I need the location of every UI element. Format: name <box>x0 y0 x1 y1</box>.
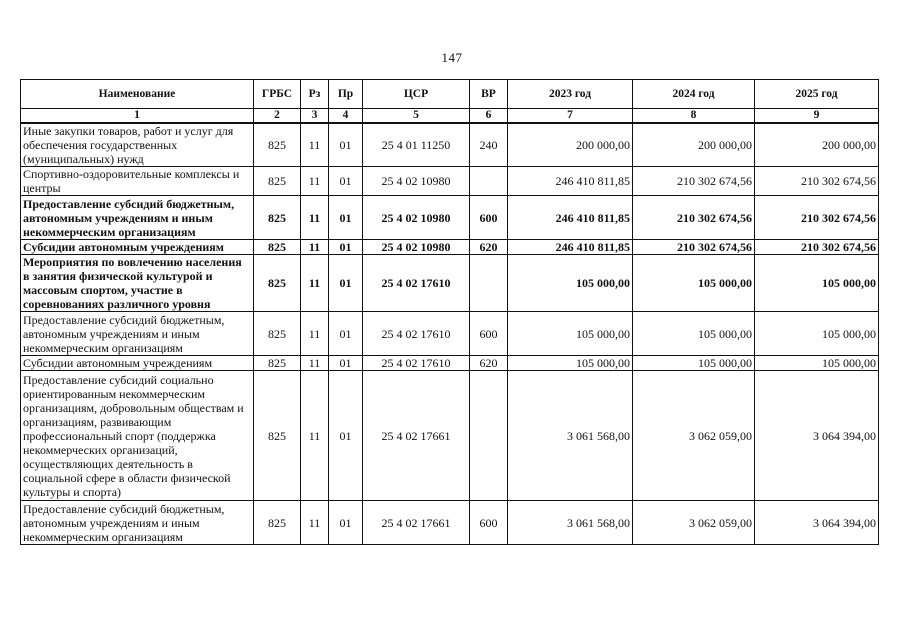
row-vr <box>470 167 508 196</box>
row-grbs: 825 <box>254 240 301 255</box>
row-pr: 01 <box>329 356 363 371</box>
column-number: 2 <box>254 109 301 124</box>
row-pr: 01 <box>329 371 363 501</box>
row-rz: 11 <box>301 167 329 196</box>
column-number: 3 <box>301 109 329 124</box>
row-rz: 11 <box>301 371 329 501</box>
header-2025: 2025 год <box>755 80 879 109</box>
row-amount-2024: 3 062 059,00 <box>633 501 755 545</box>
header-2024: 2024 год <box>633 80 755 109</box>
row-amount-2023: 200 000,00 <box>508 123 633 167</box>
table-row <box>21 501 879 545</box>
header-vr: ВР <box>470 80 508 109</box>
row-rz: 11 <box>301 240 329 255</box>
row-amount-2025: 105 000,00 <box>755 356 879 371</box>
column-number: 7 <box>508 109 633 124</box>
header-pr: Пр <box>329 80 363 109</box>
row-vr: 600 <box>470 196 508 240</box>
row-vr: 620 <box>470 240 508 255</box>
row-amount-2025: 3 064 394,00 <box>755 371 879 501</box>
row-amount-2023: 105 000,00 <box>508 255 633 312</box>
row-grbs: 825 <box>254 167 301 196</box>
row-name: Предоставление субсидий бюджетным, автономным учреждениям и иным некоммерческим организациям <box>21 312 254 356</box>
column-number: 9 <box>755 109 879 124</box>
row-name: Субсидии автономным учреждениям <box>21 240 254 255</box>
row-amount-2023: 3 061 568,00 <box>508 501 633 545</box>
header-name: Наименование <box>21 80 254 109</box>
row-pr: 01 <box>329 312 363 356</box>
row-amount-2024: 210 302 674,56 <box>633 240 755 255</box>
row-amount-2024: 105 000,00 <box>633 356 755 371</box>
table-row <box>21 312 879 356</box>
row-amount-2025: 210 302 674,56 <box>755 167 879 196</box>
row-grbs: 825 <box>254 196 301 240</box>
row-amount-2023: 105 000,00 <box>508 356 633 371</box>
row-grbs: 825 <box>254 501 301 545</box>
row-vr <box>470 255 508 312</box>
row-pr: 01 <box>329 240 363 255</box>
row-vr: 600 <box>470 312 508 356</box>
row-pr: 01 <box>329 196 363 240</box>
table-row <box>21 371 879 501</box>
row-csr: 25 4 02 17610 <box>363 312 470 356</box>
row-rz: 11 <box>301 356 329 371</box>
row-amount-2023: 246 410 811,85 <box>508 240 633 255</box>
row-rz: 11 <box>301 312 329 356</box>
row-csr: 25 4 02 17661 <box>363 501 470 545</box>
row-amount-2025: 3 064 394,00 <box>755 501 879 545</box>
column-number: 6 <box>470 109 508 124</box>
row-amount-2025: 210 302 674,56 <box>755 240 879 255</box>
row-amount-2023: 246 410 811,85 <box>508 167 633 196</box>
row-amount-2023: 246 410 811,85 <box>508 196 633 240</box>
row-pr: 01 <box>329 123 363 167</box>
row-pr: 01 <box>329 167 363 196</box>
header-grbs: ГРБС <box>254 80 301 109</box>
row-name: Субсидии автономным учреждениям <box>21 356 254 371</box>
row-csr: 25 4 02 17661 <box>363 371 470 501</box>
column-number-row <box>21 109 879 124</box>
row-csr: 25 4 02 10980 <box>363 167 470 196</box>
row-grbs: 825 <box>254 312 301 356</box>
page-number: 147 <box>441 50 463 65</box>
column-number: 8 <box>633 109 755 124</box>
row-csr: 25 4 02 17610 <box>363 356 470 371</box>
table-row <box>21 356 879 371</box>
row-grbs: 825 <box>254 255 301 312</box>
row-amount-2024: 3 062 059,00 <box>633 371 755 501</box>
table-row <box>21 240 879 255</box>
row-grbs: 825 <box>254 123 301 167</box>
row-vr: 600 <box>470 501 508 545</box>
row-amount-2024: 210 302 674,56 <box>633 196 755 240</box>
row-vr <box>470 371 508 501</box>
row-csr: 25 4 02 17610 <box>363 255 470 312</box>
row-grbs: 825 <box>254 356 301 371</box>
table-body <box>21 123 879 545</box>
row-name: Спортивно-оздоровительные комплексы и центры <box>21 167 254 196</box>
row-rz: 11 <box>301 255 329 312</box>
row-amount-2024: 105 000,00 <box>633 312 755 356</box>
column-number: 5 <box>363 109 470 124</box>
row-csr: 25 4 01 11250 <box>363 123 470 167</box>
row-vr: 240 <box>470 123 508 167</box>
header-csr: ЦСР <box>363 80 470 109</box>
table-row <box>21 167 879 196</box>
row-pr: 01 <box>329 501 363 545</box>
table-row <box>21 196 879 240</box>
row-name: Мероприятия по вовлечению населения в занятия физической культурой и массовым спортом, участие в соревнованиях различного уровня <box>21 255 254 312</box>
row-name: Предоставление субсидий бюджетным, автономным учреждениям и иным некоммерческим организациям <box>21 501 254 545</box>
row-rz: 11 <box>301 123 329 167</box>
row-amount-2023: 105 000,00 <box>508 312 633 356</box>
row-amount-2025: 105 000,00 <box>755 312 879 356</box>
header-2023: 2023 год <box>508 80 633 109</box>
row-amount-2024: 200 000,00 <box>633 123 755 167</box>
column-number: 4 <box>329 109 363 124</box>
column-number: 1 <box>21 109 254 124</box>
row-name: Иные закупки товаров, работ и услуг для обеспечения государственных (муниципальных) нужд <box>21 123 254 167</box>
row-amount-2025: 210 302 674,56 <box>755 196 879 240</box>
table-row <box>21 255 879 312</box>
row-csr: 25 4 02 10980 <box>363 196 470 240</box>
row-amount-2024: 105 000,00 <box>633 255 755 312</box>
budget-table <box>20 79 879 545</box>
row-name: Предоставление субсидий социально ориентированным некоммерческим организациям, добровольным обществам и организациям, развивающим профессиональный спорт (поддержка некоммерческих организаций, осуществляющих деятельность в социальной сфере в области физической культуры и спорта) <box>21 371 254 501</box>
row-amount-2023: 3 061 568,00 <box>508 371 633 501</box>
row-amount-2024: 210 302 674,56 <box>633 167 755 196</box>
row-grbs: 825 <box>254 371 301 501</box>
row-amount-2025: 200 000,00 <box>755 123 879 167</box>
row-vr: 620 <box>470 356 508 371</box>
header-rz: Рз <box>301 80 329 109</box>
row-amount-2025: 105 000,00 <box>755 255 879 312</box>
row-rz: 11 <box>301 501 329 545</box>
row-rz: 11 <box>301 196 329 240</box>
row-name: Предоставление субсидий бюджетным, автономным учреждениям и иным некоммерческим организациям <box>21 196 254 240</box>
header-row <box>21 80 879 109</box>
row-csr: 25 4 02 10980 <box>363 240 470 255</box>
table-row <box>21 123 879 167</box>
row-pr: 01 <box>329 255 363 312</box>
